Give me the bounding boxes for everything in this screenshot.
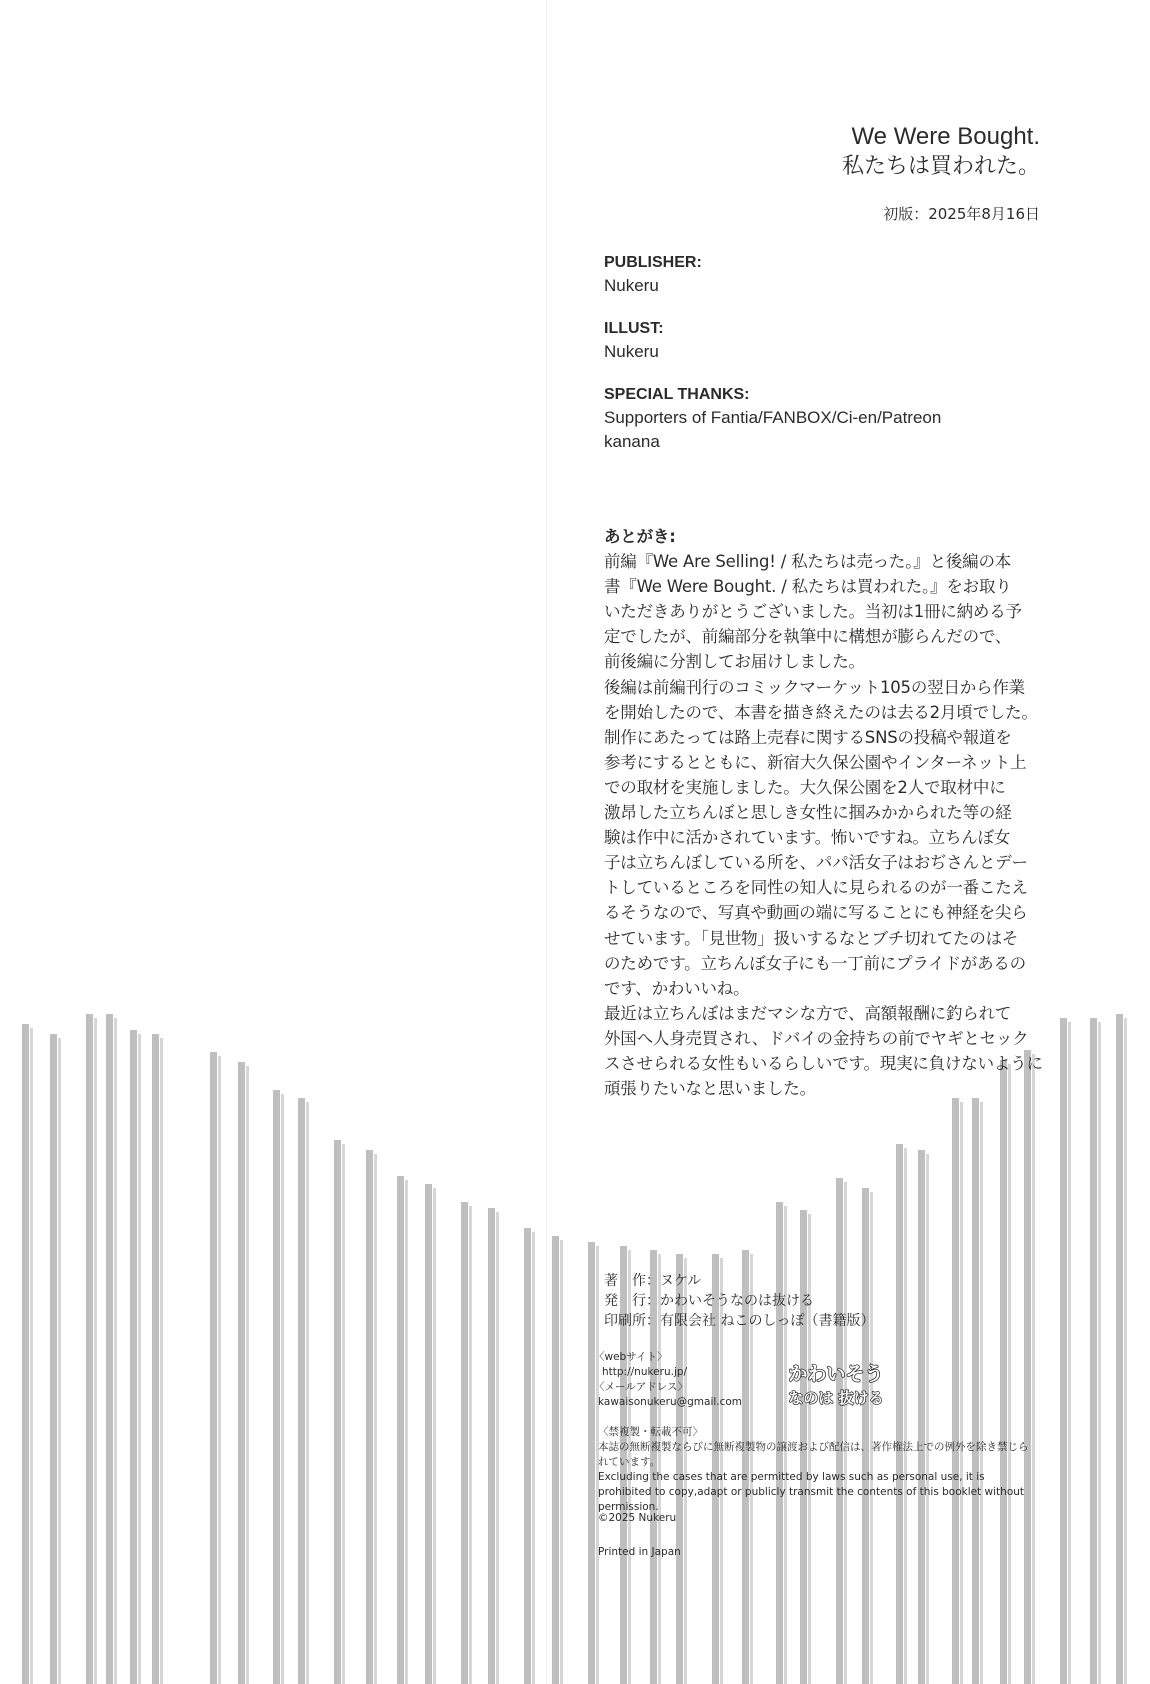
decorative-bar [86, 1014, 93, 1684]
credit-heading: SPECIAL THANKS: [604, 386, 750, 403]
title-japanese: 私たちは買われた。 [841, 154, 1040, 179]
copy-notice [598, 1425, 1038, 1515]
contact-info [594, 1350, 794, 1410]
decorative-bar-shade [532, 1232, 535, 1684]
decorative-bar [50, 1034, 57, 1684]
afterword-body [604, 549, 1054, 1101]
afterword-line: いただきありがとうございました。当初は1冊に納める予 [604, 602, 1022, 622]
afterword-line: 前後編に分割してお届けしました。 [604, 652, 865, 672]
decorative-bar-shade [1098, 1022, 1101, 1684]
afterword-line: 子は立ちんぼしている所を、パパ活女子はおぢさんとデー [604, 853, 1028, 873]
decorative-bar [238, 1062, 245, 1684]
web-label: 〈webサイト〉 [594, 1351, 668, 1363]
afterword-line: るそうなので、写真や動画の端に写ることにも神経を尖ら [604, 903, 1028, 923]
decorative-bar [366, 1150, 373, 1684]
decorative-bar [588, 1242, 595, 1684]
logo-line-1: かわいそう [788, 1363, 884, 1385]
afterword-line: 頑張りたいなと思いました。 [604, 1079, 816, 1099]
decorative-bar-shade [496, 1212, 499, 1684]
decorative-bar-shade [469, 1206, 472, 1684]
afterword-line: 後編は前編刊行のコミックマーケット105の翌日から作業 [604, 677, 1025, 697]
colophon-publisher: 発 行：かわいそうなのは抜ける [604, 1293, 814, 1309]
decorative-bar [273, 1090, 280, 1684]
afterword-line: スさせられる女性もいるらしいです。現実に負けないように [604, 1053, 1043, 1073]
credit-heading: ILLUST: [604, 320, 664, 337]
decorative-bar-shade [1032, 1054, 1035, 1684]
credit-publisher [604, 252, 1064, 298]
decorative-bar [972, 1098, 979, 1684]
circle-logo [781, 1358, 891, 1410]
decorative-bar-shade [1124, 1018, 1127, 1684]
decorative-bar-shade [374, 1154, 377, 1684]
credit-value: Supporters of Fantia/FANBOX/Ci-en/Patreon [604, 408, 942, 427]
afterword-line: です、かわいいね。 [604, 978, 750, 998]
credit-value: kanana [604, 432, 660, 451]
afterword-line: 前編『We Are Selling! / 私たちは売った。』と後編の本 [604, 552, 1012, 572]
decorative-bar-shade [960, 1102, 963, 1684]
decorative-bar-shade [160, 1038, 163, 1684]
mail-label: 〈メールアドレス〉 [594, 1381, 688, 1393]
decorative-bar-shade [138, 1034, 141, 1684]
decorative-bar-shade [114, 1018, 117, 1684]
decorative-bar [1024, 1050, 1031, 1684]
decorative-bar-shade [281, 1094, 284, 1684]
afterword-line: のためです。立ちんぼ女子にも一丁前にプライドがあるの [604, 953, 1026, 973]
colophon-label: 発 行 [604, 1293, 646, 1309]
credit-illust [604, 318, 1064, 364]
mail-address[interactable]: kawaisonukeru@gmail.com [598, 1396, 743, 1408]
afterword-heading: あとがき: [604, 527, 676, 546]
decorative-bar-shade [30, 1028, 33, 1684]
decorative-bar-shade [980, 1102, 983, 1684]
notice-english: Excluding the cases that are permitted by laws such as personal use, it is prohibited to copy,adapt or publicly transmit the contents of this booklet without permission. [598, 1471, 1025, 1513]
colophon-author: 著 作：ヌケル [604, 1273, 702, 1289]
decorative-bar-shade [1008, 1064, 1011, 1684]
decorative-bar [106, 1014, 113, 1684]
decorative-bar [397, 1176, 404, 1684]
decorative-bar [334, 1140, 341, 1684]
decorative-bar-shade [306, 1102, 309, 1684]
colophon-printer: 印刷所：有限会社 ねこのしっぽ（書籍版） [604, 1313, 875, 1329]
colophon-value: 有限会社 ねこのしっぽ（書籍版） [660, 1313, 875, 1329]
afterword-line: での取材を実施しました。大久保公園を2人で取材中に [604, 777, 1006, 797]
edition-date: 初版：2025年8月16日 [883, 205, 1040, 223]
decorative-bar-shade [926, 1154, 929, 1684]
decorative-bar [524, 1228, 531, 1684]
afterword-line: 制作にあたっては路上売春に関するSNSの投稿や報道を [604, 727, 1012, 747]
copyright: ©2025 Nukeru [598, 1512, 677, 1524]
decorative-bar-shade [342, 1144, 345, 1684]
decorative-bar-shade [94, 1018, 97, 1684]
afterword-line: を開始したので、本書を描き終えたのは去る2月頃でした。 [604, 702, 1038, 722]
decorative-bar [488, 1208, 495, 1684]
decorative-bar-shade [560, 1240, 563, 1684]
credit-value: Nukeru [604, 276, 659, 295]
decorative-bar-shade [58, 1038, 61, 1684]
afterword-line: 最近は立ちんぼはまだマシな方で、高額報酬に釣られて [604, 1003, 1012, 1023]
notice-japanese: 本誌の無断複製ならびに無断複製物の譲渡および配信は、著作権法上での例外を除き禁じられています。 [598, 1441, 1029, 1468]
decorative-bar [461, 1202, 468, 1684]
decorative-bar [298, 1098, 305, 1684]
colophon-label: 印刷所 [604, 1313, 646, 1329]
decorative-bar [1090, 1018, 1097, 1684]
notice-heading: 〈禁複製・転載不可〉 [598, 1426, 703, 1438]
page-fold [546, 0, 547, 1684]
credit-special-thanks [604, 384, 1064, 454]
decorative-bar-shade [405, 1180, 408, 1684]
credits [604, 252, 1064, 474]
decorative-bar [425, 1184, 432, 1684]
printed-in: Printed in Japan [598, 1546, 681, 1558]
decorative-bar-shade [218, 1056, 221, 1684]
decorative-bar [130, 1030, 137, 1684]
title-block [604, 122, 1040, 182]
decorative-bar [1000, 1060, 1007, 1684]
decorative-bar [896, 1144, 903, 1684]
decorative-bar [1060, 1018, 1067, 1684]
decorative-bar-shade [433, 1188, 436, 1684]
colophon-value: ヌケル [660, 1273, 702, 1289]
decorative-bar-shade [904, 1148, 907, 1684]
web-url[interactable]: http://nukeru.jp/ [602, 1366, 688, 1378]
afterword-line: 外国へ人身売買され、ドバイの金持ちの前でヤギとセック [604, 1028, 1029, 1048]
decorative-bar [22, 1024, 29, 1684]
decorative-bar [210, 1052, 217, 1684]
afterword-line: せています。「見世物」扱いするなとブチ切れてたのはそ [604, 928, 1019, 948]
afterword-line: 験は作中に活かされています。怖いですね。立ちんぼ女 [604, 828, 1011, 848]
decorative-bar-shade [246, 1066, 249, 1684]
afterword-line: 定でしたが、前編部分を執筆中に構想が膨らんだので、 [604, 627, 1012, 647]
colophon-label: 著 作 [604, 1273, 646, 1289]
colophon [604, 1271, 904, 1331]
colophon-value: かわいそうなのは抜ける [660, 1293, 814, 1309]
decorative-bar [152, 1034, 159, 1684]
decorative-bar [952, 1098, 959, 1684]
afterword-line: トしているところを同性の知人に見られるのが一番こたえ [604, 878, 1028, 898]
afterword-line: 激昂した立ちんぼと思しき女性に掴みかかられた等の経 [604, 803, 1012, 823]
decorative-bar [1116, 1014, 1123, 1684]
afterword [604, 524, 1054, 1101]
credit-heading: PUBLISHER: [604, 254, 702, 271]
decorative-bar-shade [1068, 1022, 1071, 1684]
decorative-bar [552, 1236, 559, 1684]
logo-line-2: なのは 抜ける [788, 1389, 884, 1407]
afterword-line: 書『We Were Bought. / 私たちは買われた。』をお取り [604, 577, 1012, 597]
decorative-bar [918, 1150, 925, 1684]
credit-value: Nukeru [604, 342, 659, 361]
title-english: We Were Bought. [851, 123, 1040, 150]
afterword-line: 参考にするとともに、新宿大久保公園やインターネット上 [604, 752, 1027, 772]
